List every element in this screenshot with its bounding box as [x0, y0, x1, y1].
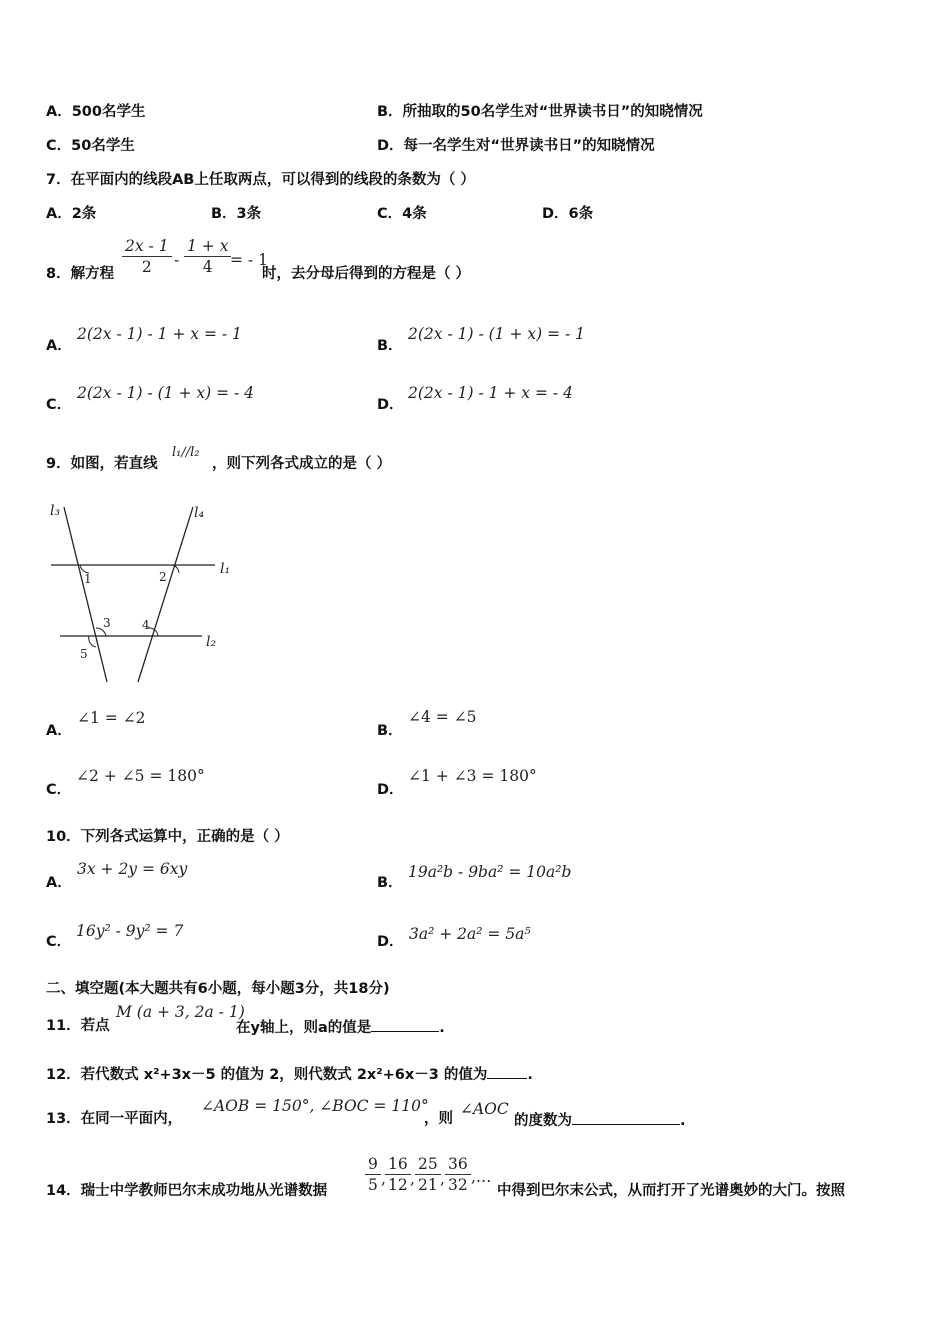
q9-option-a-label: A． [46, 723, 72, 739]
q7-option-b: B．3条 [211, 206, 262, 222]
q13-mid: ，则 [424, 1111, 453, 1127]
q8-option-a: 2(2x - 1) - 1 + x = - 1 [77, 325, 242, 343]
q14-fraction-4 [445, 1154, 471, 1195]
label-angle-3: 3 [103, 616, 111, 630]
q8-lead: 8．解方程 [46, 266, 115, 282]
q14-frac2-numerator: 16 [385, 1154, 411, 1175]
q11-tail-text: 在y轴上，则a的值是 [236, 1020, 372, 1036]
q14-ellipsis: ,… [471, 1168, 492, 1186]
q13-tail [514, 1110, 686, 1130]
q6-option-d: D．每一名学生对“世界读书日”的知晓情况 [377, 138, 655, 154]
q10-option-c-label: C． [46, 934, 72, 950]
q14-frac3-numerator: 25 [415, 1154, 441, 1175]
q10-option-a: 3x + 2y = 6xy [77, 860, 188, 878]
q8-option-c: 2(2x - 1) - (1 + x) = - 4 [77, 384, 255, 402]
q14-frac4-numerator: 36 [445, 1154, 471, 1175]
q8-option-d-label: D． [377, 397, 404, 413]
q14-frac1-numerator: 9 [365, 1154, 381, 1175]
q6-option-b: B．所抽取的50名学生对“世界读书日”的知晓情况 [377, 104, 703, 120]
q11-tail [236, 1017, 445, 1037]
q13-period: . [680, 1113, 686, 1129]
q10-option-d-label: D． [377, 934, 404, 950]
q9-tail: ，则下列各式成立的是（ ） [212, 456, 392, 472]
q8-minus: - [174, 251, 180, 269]
q12-answer-blank[interactable] [487, 1064, 527, 1079]
q8-tail: 时，去分母后得到的方程是（ ） [262, 266, 471, 282]
q12-period: . [527, 1067, 533, 1083]
q9-figure [40, 495, 240, 690]
q13-lead: 13．在同一平面内， [46, 1111, 183, 1127]
q12-text [46, 1064, 533, 1084]
q8-option-b: 2(2x - 1) - (1 + x) = - 1 [408, 325, 586, 343]
q14-tail: 中得到巴尔末公式，从而打开了光谱奥妙的大门。按照 [497, 1183, 845, 1199]
q10-option-b: 19a²b - 9ba² = 10a²b [408, 863, 572, 881]
q10-option-d: 3a² + 2a² = 5a⁵ [409, 925, 531, 943]
q6-option-c: C．50名学生 [46, 138, 135, 154]
q14-fraction-3 [415, 1154, 441, 1195]
q13-angle: ∠AOC [460, 1100, 509, 1118]
q13-condition: ∠AOB = 150°, ∠BOC = 110° [201, 1097, 429, 1115]
q14-comma-3: , [440, 1170, 445, 1188]
label-l3: l₃ [50, 503, 61, 519]
q11-answer-blank[interactable] [371, 1017, 439, 1032]
q8-frac1-denominator: 2 [141, 258, 152, 276]
q11-period: . [439, 1020, 445, 1036]
q7-option-a: A．2条 [46, 206, 97, 222]
q14-frac2-denominator: 12 [388, 1176, 408, 1194]
q9-lead: 9．如图，若直线 [46, 456, 158, 472]
q8-fraction-2 [184, 236, 231, 277]
label-l1: l₁ [220, 561, 231, 577]
q14-frac1-denominator: 5 [368, 1176, 378, 1194]
q14-frac4-denominator: 32 [448, 1176, 468, 1194]
q10-option-c: 16y² - 9y² = 7 [76, 922, 184, 940]
q9-option-c-label: C． [46, 782, 72, 798]
label-angle-4: 4 [142, 618, 150, 632]
q10-option-b-label: B． [377, 875, 403, 891]
q8-option-a-label: A． [46, 338, 72, 354]
q9-option-b: ∠4 = ∠5 [408, 708, 477, 726]
q8-frac2-numerator: 1 + x [184, 236, 231, 257]
q8-option-c-label: C． [46, 397, 72, 413]
q11-point: M (a + 3, 2a - 1) [116, 1003, 245, 1021]
line-l4 [138, 507, 193, 682]
q11-lead: 11．若点 [46, 1018, 110, 1034]
q13-tail-text: 的度数为 [514, 1113, 572, 1129]
q8-option-b-label: B． [377, 338, 403, 354]
q10-option-a-label: A． [46, 875, 72, 891]
q9-option-c: ∠2 + ∠5 = 180° [76, 767, 205, 785]
label-l2: l₂ [206, 634, 217, 650]
q7-option-c: C．4条 [377, 206, 427, 222]
q8-rhs: = - 1 [230, 251, 268, 269]
q8-frac2-denominator: 4 [202, 258, 213, 276]
q8-frac1-numerator: 2x - 1 [122, 236, 172, 257]
q9-condition: l₁//l₂ [172, 445, 200, 460]
q6-option-a: A．500名学生 [46, 104, 146, 120]
label-angle-2: 2 [159, 570, 167, 584]
q14-frac3-denominator: 21 [418, 1176, 438, 1194]
q10-stem: 10．下列各式运算中，正确的是（ ） [46, 829, 289, 845]
q8-option-d: 2(2x - 1) - 1 + x = - 4 [408, 384, 573, 402]
q14-fraction-1 [365, 1154, 381, 1195]
q9-option-d: ∠1 + ∠3 = 180° [408, 767, 537, 785]
q8-fraction-1 [122, 236, 172, 277]
q14-fraction-2 [385, 1154, 411, 1195]
q9-option-d-label: D． [377, 782, 404, 798]
q14-comma-2: , [410, 1170, 415, 1188]
angle-5-arc [89, 636, 96, 647]
q12-text-body: 12．若代数式 x²+3x－5 的值为 2，则代数式 2x²+6x－3 的值为 [46, 1067, 488, 1083]
section-2-title: 二、填空题(本大题共有6小题，每小题3分，共18分) [46, 981, 390, 997]
q13-answer-blank[interactable] [572, 1110, 680, 1125]
q7-stem: 7．在平面内的线段AB上任取两点，可以得到的线段的条数为（ ） [46, 172, 475, 188]
label-angle-1: 1 [84, 572, 92, 586]
label-l4: l₄ [194, 505, 205, 521]
q7-option-d: D．6条 [542, 206, 594, 222]
q9-option-b-label: B． [377, 723, 403, 739]
q14-lead: 14．瑞士中学教师巴尔末成功地从光谱数据 [46, 1183, 328, 1199]
label-angle-5: 5 [80, 647, 88, 661]
q9-option-a: ∠1 = ∠2 [77, 709, 146, 727]
q14-comma-1: , [381, 1170, 386, 1188]
